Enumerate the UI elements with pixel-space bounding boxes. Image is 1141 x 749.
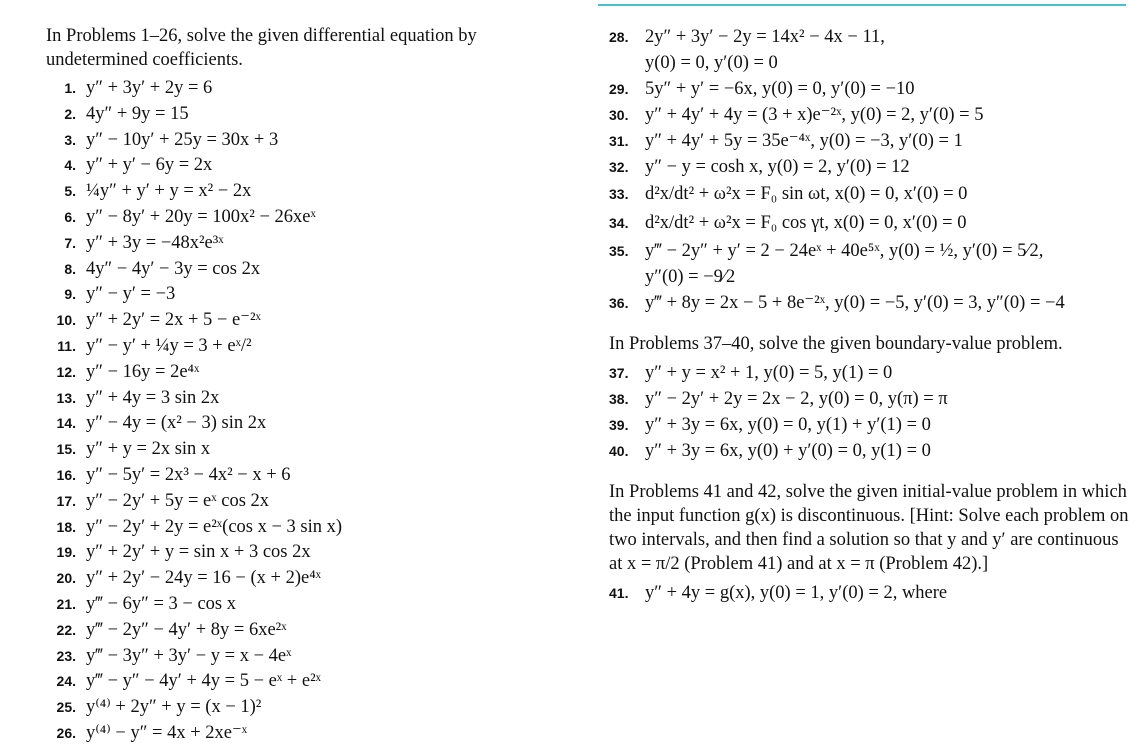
- problem-item: [46, 179, 566, 205]
- problem-number: 17.: [56, 492, 76, 509]
- problem-equation: y″ + 3y′ + 2y = 6: [86, 78, 213, 98]
- problem-item: [609, 238, 1134, 264]
- problem-item: [46, 669, 566, 695]
- problem-number: 32.: [609, 159, 629, 175]
- problem-equation: y″ − 4y = (x² − 3) sin 2x: [86, 413, 267, 434]
- problem-item: [609, 386, 1134, 412]
- problem-item: [46, 282, 566, 308]
- problem-equation: 4y″ + 9y = 15: [86, 103, 189, 124]
- problem-equation: 4y″ − 4y′ − 3y = cos 2x: [86, 258, 261, 279]
- problem-item: [609, 24, 1134, 50]
- right-problem-list-discontinuous: [609, 580, 1134, 606]
- problem-number: 34.: [609, 215, 629, 231]
- problem-number: 35.: [609, 243, 629, 259]
- problem-equation: y″ + 2y′ − 24y = 16 − (x + 2)e⁴ˣ: [86, 568, 321, 589]
- problem-number: 38.: [609, 391, 629, 407]
- problem-number: 22.: [56, 621, 76, 638]
- problem-equation: y⁽⁴⁾ − y″ = 4x + 2xe⁻ˣ: [86, 722, 248, 743]
- problem-item: [46, 566, 566, 592]
- problem-item: [609, 76, 1134, 102]
- problem-equation: y‴ + 8y = 2x − 5 + 8e⁻²ˣ, y(0) = −5, y′(0) = 3, y″(0) = −4: [645, 293, 1065, 313]
- right-column: [609, 24, 1134, 606]
- problem-equation: y‴ − 6y″ = 3 − cos x: [86, 593, 236, 614]
- problem-equation: y″ + 4y = 3 sin 2x: [86, 387, 220, 408]
- problem-equation: y″ − 2y′ + 2y = 2x − 2, y(0) = 0, y(π) = π: [645, 389, 948, 409]
- problem-equation: y‴ − 3y″ + 3y′ − y = x − 4eˣ: [86, 645, 292, 666]
- problem-item: [46, 334, 566, 360]
- problem-equation: y″ − y = cosh x, y(0) = 2, y′(0) = 12: [645, 157, 910, 177]
- problem-equation: d²x/dt² + ω²x = F₀ cos γt, x(0) = 0, x′(0) = 0: [645, 213, 967, 233]
- problem-item: [609, 180, 1134, 209]
- left-intro: In Problems 1–26, solve the given differential equation by undetermined coefficients.: [46, 26, 477, 70]
- problem-equation: y″ + y = 2x sin x: [86, 439, 211, 460]
- problem-number: 29.: [609, 81, 629, 97]
- problem-item: [46, 231, 566, 257]
- problem-item: [46, 489, 566, 515]
- problem-number: 3.: [64, 131, 76, 148]
- problem-equation: y″ + 3y = 6x, y(0) + y′(0) = 0, y(1) = 0: [645, 441, 931, 461]
- problem-number: 20.: [56, 570, 76, 587]
- problem-equation: y″ − y′ = −3: [86, 284, 176, 305]
- problem-number: 30.: [609, 107, 629, 123]
- problem-number: 8.: [64, 260, 76, 277]
- problem-number: 16.: [56, 466, 76, 483]
- problem-item: [609, 102, 1134, 128]
- problem-item: [609, 438, 1134, 464]
- problem-item: [46, 540, 566, 566]
- problem-number: 1.: [64, 80, 76, 96]
- top-rule: [598, 0, 1126, 6]
- problem-item: [46, 205, 566, 231]
- problem-number: 37.: [609, 365, 629, 381]
- problem-number: 18.: [56, 518, 76, 535]
- problem-equation: y″ + 2y′ = 2x + 5 − e⁻²ˣ: [86, 310, 261, 331]
- problem-item: [46, 437, 566, 463]
- problem-number: 41.: [609, 585, 629, 601]
- problem-item: [46, 360, 566, 386]
- right-problem-list-ivp: [609, 24, 1134, 316]
- problem-equation: y″ − 8y′ + 20y = 100x² − 26xeˣ: [86, 206, 316, 227]
- problem-equation: y‴ − y″ − 4y′ + 4y = 5 − eˣ + e²ˣ: [86, 671, 321, 692]
- problem-equation: y″ − 16y = 2e⁴ˣ: [86, 361, 200, 382]
- problem-item: [609, 290, 1134, 316]
- problem-equation: y″ + y = x² + 1, y(0) = 5, y(1) = 0: [645, 363, 893, 383]
- problem-number: 26.: [56, 724, 76, 741]
- problem-equation: y″ + 3y = −48x²e³ˣ: [86, 232, 224, 253]
- problem-number: 4.: [64, 157, 76, 174]
- problem-item: [609, 412, 1134, 438]
- right-intro-boundary: In Problems 37–40, solve the given boundary-value problem.: [609, 334, 1063, 354]
- problem-equation: y″ + 4y′ + 4y = (3 + x)e⁻²ˣ, y(0) = 2, y′(0) = 5: [645, 105, 984, 125]
- problem-item: [46, 257, 566, 283]
- problem-item: [609, 264, 1134, 290]
- problem-item: [46, 644, 566, 670]
- problem-equation: y‴ − 2y″ + y′ = 2 − 24eˣ + 40e⁵ˣ, y(0) = ½, y′(0) = 5⁄2,: [645, 241, 1044, 261]
- problem-item: [46, 308, 566, 334]
- problem-equation: y″ + 2y′ + y = sin x + 3 cos 2x: [86, 542, 311, 563]
- problem-equation: y″ − 10y′ + 25y = 30x + 3: [86, 129, 279, 150]
- problem-equation: y″ − y′ + ¼y = 3 + eˣ/²: [86, 335, 252, 356]
- problem-item: [609, 360, 1134, 386]
- problem-number: 12.: [56, 363, 76, 380]
- problem-equation: y″ − 2y′ + 5y = eˣ cos 2x: [86, 490, 270, 511]
- problem-number: 25.: [56, 699, 76, 716]
- problem-equation: y″ + y′ − 6y = 2x: [86, 155, 213, 176]
- problem-number: 31.: [609, 133, 629, 149]
- problem-number: 21.: [56, 595, 76, 612]
- problem-item: [46, 721, 566, 747]
- problem-number: 11.: [57, 337, 76, 354]
- problem-item: [46, 463, 566, 489]
- problem-item: [46, 618, 566, 644]
- problem-item: [46, 695, 566, 721]
- problem-equation: y″ − 5y′ = 2x³ − 4x² − x + 6: [86, 464, 291, 485]
- right-problem-list-bvp: [609, 360, 1134, 464]
- problem-number: 15.: [56, 441, 76, 458]
- problem-item: [46, 386, 566, 412]
- problem-equation: y‴ − 2y″ − 4y′ + 8y = 6xe²ˣ: [86, 619, 287, 640]
- problem-item: [46, 515, 566, 541]
- problem-number: 33.: [609, 186, 629, 202]
- problem-equation: y″ + 4y′ + 5y = 35e⁻⁴ˣ, y(0) = −3, y′(0) = 1: [645, 131, 963, 151]
- problem-equation: ¼y″ + y′ + y = x² − 2x: [86, 181, 252, 202]
- left-problem-list: [46, 76, 566, 747]
- problem-item: [609, 154, 1134, 180]
- problem-item: [609, 580, 1134, 606]
- problem-number: 13.: [56, 389, 76, 406]
- problem-equation: y⁽⁴⁾ + 2y″ + y = (x − 1)²: [86, 697, 262, 718]
- left-column: [46, 24, 566, 747]
- right-intro-discontinuous: In Problems 41 and 42, solve the given initial-value problem in which the input function g(x) is discontinuous. [Hint: Solve each problem on two intervals, and then find a solution so that y and y′ are continuous at x = π/2 (Problem 41) and at x = π (Problem 42).]: [609, 482, 1129, 574]
- problem-item: [609, 209, 1134, 238]
- problem-number: 36.: [609, 295, 629, 311]
- problem-item: [609, 50, 1134, 76]
- problem-number: 2.: [64, 105, 76, 122]
- problem-equation: d²x/dt² + ω²x = F₀ sin ωt, x(0) = 0, x′(0) = 0: [645, 184, 968, 204]
- problem-number: 28.: [609, 29, 629, 45]
- problem-item: [46, 128, 566, 154]
- problem-item: [46, 153, 566, 179]
- problem-number: 7.: [64, 234, 76, 251]
- problem-equation: 2y″ + 3y′ − 2y = 14x² − 4x − 11,: [645, 27, 885, 47]
- problem-equation: y″(0) = −9⁄2: [645, 267, 736, 287]
- problem-item: [46, 102, 566, 128]
- problem-item: [46, 592, 566, 618]
- problem-item: [46, 76, 566, 102]
- problem-number: 14.: [56, 415, 76, 432]
- problem-item: [46, 411, 566, 437]
- problem-number: 24.: [56, 673, 76, 690]
- problem-equation: y″ − 2y′ + 2y = e²ˣ(cos x − 3 sin x): [86, 516, 343, 537]
- problem-number: 6.: [64, 208, 76, 225]
- problem-number: 40.: [609, 443, 629, 459]
- problem-item: [609, 128, 1134, 154]
- problem-equation: y″ + 3y = 6x, y(0) = 0, y(1) + y′(1) = 0: [645, 415, 931, 435]
- problem-equation: y″ + 4y = g(x), y(0) = 1, y′(0) = 2, where: [645, 583, 948, 603]
- problem-number: 23.: [56, 647, 76, 664]
- problem-equation: y(0) = 0, y′(0) = 0: [645, 53, 778, 73]
- problem-equation: 5y″ + y′ = −6x, y(0) = 0, y′(0) = −10: [645, 79, 915, 99]
- problem-number: 9.: [64, 286, 76, 303]
- problem-number: 19.: [56, 544, 76, 561]
- problem-number: 10.: [56, 312, 76, 329]
- problem-number: 39.: [609, 417, 629, 433]
- problem-number: 5.: [64, 183, 76, 200]
